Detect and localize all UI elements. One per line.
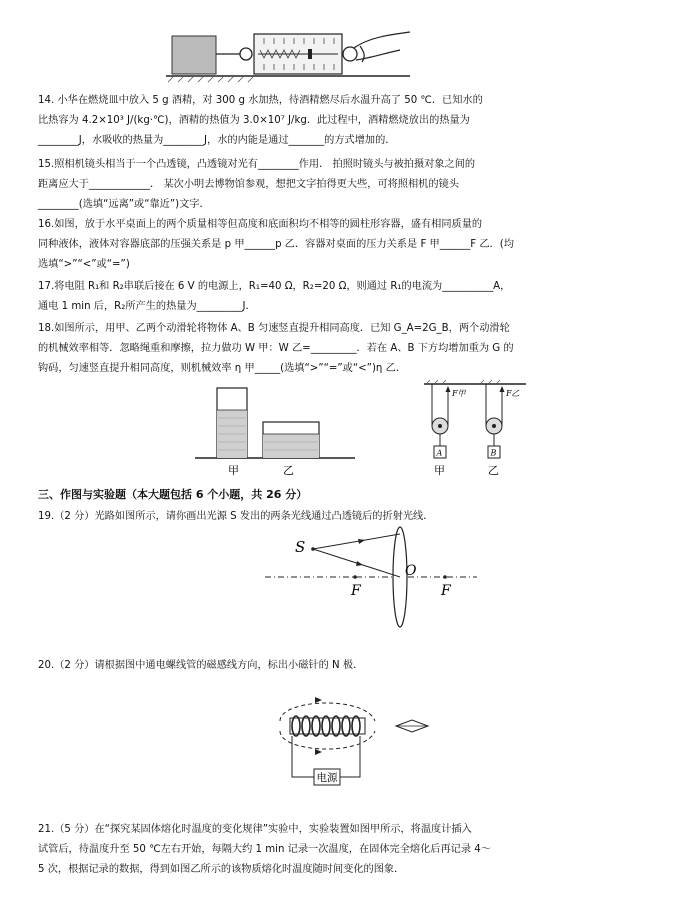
q21-line1: 21.（5 分）在“探究某固体熔化时温度的变化规律”实验中，实验装置如图甲所示，将温度计插入 — [38, 824, 472, 835]
power-source-label: 电源 — [316, 772, 338, 784]
focus-right-label: F — [441, 583, 451, 599]
q21-line2: 试管后，待温度升至 50 ℃左右开始，每隔大约 1 min 记录一次温度，在固体完全熔化后再记录 4～ — [38, 844, 491, 855]
block — [172, 36, 216, 74]
force-jia-label: F甲 — [452, 389, 466, 398]
light-source-label: S — [295, 538, 306, 556]
block-a-label: A — [436, 448, 443, 458]
force-yi-label: F乙 — [506, 389, 520, 398]
q18-line2: 的机械效率相等．忽略绳重和摩擦，拉力做功 W 甲：W 乙=_________．若在 A、B 下方均增加重为 G 的 — [38, 343, 514, 354]
q16-line1: 16.如图，放于水平桌面上的两个质量相等但高度和底面积均不相等的圆柱形容器，盛有相同质量的 — [38, 219, 483, 230]
q20-text: 20.（2 分）请根据图中通电螺线管的磁感线方向，标出小磁针的 N 极． — [38, 660, 364, 671]
q18-line1: 18.如图所示，用甲、乙两个动滑轮将物体 A、B 匀速竖直提升相同高度．已知 G_A=2G_B，两个动滑轮 — [38, 323, 510, 334]
q16-line3: 选填“>”“<”或“=”) — [38, 259, 130, 270]
pulleys-figure — [420, 380, 530, 480]
focus-left-label: F — [351, 583, 361, 599]
pulley-label-jia: 甲 — [434, 464, 445, 477]
lens-figure — [265, 525, 480, 645]
q16-line2: 同种液体，液体对容器底部的压强关系是 p 甲______p 乙．容器对桌面的压力关系是 F 甲______F 乙．(均 — [38, 239, 514, 250]
pulley-label-yi: 乙 — [488, 464, 499, 477]
q14-line2: 比热容为 4.2×10³ J/(kg·℃)，酒精的热值为 3.0×10⁷ J/kg．此过程中，酒精燃烧放出的热量为 — [38, 115, 470, 126]
q17-line1: 17.将电阻 R₁和 R₂串联后接在 6 V 的电源上，R₁=40 Ω，R₂=20 Ω，则通过 R₁的电流为__________A， — [38, 281, 511, 292]
optical-center-label: O — [405, 563, 417, 579]
q15-line2: 距离应大于____________． 某次小明去博物馆参观，想把文字拍得更大些，可将照相机的镜头 — [38, 179, 459, 190]
q14-line1: 14. 小华在燃烧皿中放入 5 g 酒精，对 300 g 水加热，待酒精燃尽后水温升高了 50 ℃．已知水的 — [38, 95, 483, 106]
label-yi: 乙 — [283, 464, 294, 477]
q19-text: 19.（2 分）光路如图所示，请你画出光源 S 发出的两条光线通过凸透镜后的折射光线． — [38, 511, 434, 522]
q14-line3: ________J，水吸收的热量为________J，水的内能是通过_______的方式增加的． — [38, 135, 396, 146]
block-b-label: B — [490, 448, 497, 458]
section-heading: 三、作图与实验题（本大题包括 6 个小题，共 26 分） — [38, 488, 308, 501]
q21-line3: 5 次，根据记录的数据，得到如图乙所示的该物质熔化时温度随时间变化的图象． — [38, 864, 405, 875]
spring-balance-figure — [160, 22, 420, 86]
label-jia: 甲 — [228, 464, 239, 477]
containers-figure — [195, 380, 355, 480]
q18-line3: 钩码，匀速竖直提升相同高度，则机械效率 η 甲_____(选填“>”“=”或“<”)η 乙． — [38, 363, 407, 374]
q17-line2: 通电 1 min 后，R₂所产生的热量为_________J． — [38, 301, 256, 312]
q15-line3: ________(选填“远离”或“靠近”)文字． — [38, 199, 210, 210]
q15-line1: 15.照相机镜头相当于一个凸透镜，凸透镜对光有________作用． 拍照时镜头与被拍摄对象之间的 — [38, 159, 476, 170]
hand-icon — [354, 32, 410, 62]
solenoid-figure — [270, 695, 450, 800]
